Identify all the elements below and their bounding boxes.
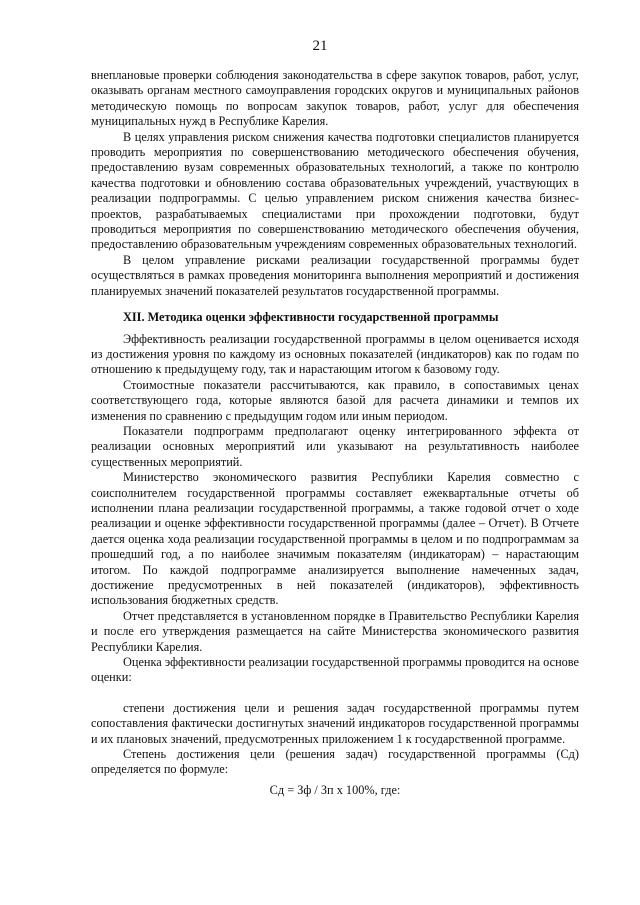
blank-gap — [91, 686, 579, 701]
section-heading: XII. Методика оценки эффективности государственной программы — [123, 310, 499, 325]
paragraph: Степень достижения цели (решения задач) государственной программы (Сд) определяется по формуле: — [91, 747, 579, 777]
page-number: 21 — [312, 38, 328, 54]
paragraph: В целях управления риском снижения качества подготовки специалистов планируется проводить мероприятия по совершенствованию методического обеспечения обучения, предоставлению вузам современных образовательных технологий, а также по контролю качества подготовки и обновлению состава образовательных учреждений, участвующих в реализации подпрограммы. С целью управлением риском снижения качества бизнес-проектов, разрабатываемых специалистами при прохождении подготовки, будут проводиться мероприятия по совершенствованию методического обеспечения обучения, предоставлению образовательным учреждениям современных образовательных технологий. — [91, 129, 579, 252]
paragraph: внеплановые проверки соблюдения законодательства в сфере закупок товаров, работ, услуг, оказывать органам местного самоуправления городских округов и муниципальных районов методическую помощь по вопросам закупок товаров, работ, услуг для обеспечения муниципальных нужд в Республике Карелия. — [91, 68, 579, 129]
paragraph: Эффективность реализации государственной программы в целом оценивается исходя из достижения уровня по каждому из основных показателей (индикаторов) как по годам по отношению к предыдущему году, так и нарастающим итогом к базовому году. — [91, 331, 579, 377]
paragraph: Отчет представляется в установленном порядке в Правительство Республики Карелия и после его утверждения размещается на сайте Министерства экономического развития Республики Карелия. — [91, 608, 579, 654]
paragraph: Министерство экономического развития Республики Карелия совместно с соисполнителем государственной программы составляет ежеквартальные отчеты об исполнении плана реализации государственной программы, а также годовой отчет о ходе реализации и оценке эффективности государственной программы (далее – Отчет). В Отчете дается оценка хода реализации государственной программы в целом и по подпрограммам за прошедший год, а по наиболее значимым показателям (индикаторам) – нарастающим итогом. По каждой подпрограмме анализируется выполнение намеченных задач, достижение предусмотренных в ней показателей (индикаторов), эффективность использования бюджетных средств. — [91, 470, 579, 608]
paragraph: Стоимостные показатели рассчитываются, как правило, в сопоставимых ценах соответствующего года, которые являются базой для расчета динамики и темпов их изменения по сравнению с предыдущим годом или иным периодом. — [91, 377, 579, 423]
formula: Сд = Зф / Зп х 100%, где: — [269, 782, 401, 797]
paragraph: Показатели подпрограмм предполагают оценку интегрированного эффекта от реализации основных мероприятий или указывают на результативность наиболее существенных мероприятий. — [91, 423, 579, 469]
paragraph: степени достижения цели и решения задач государственной программы путем сопоставления фактически достигнутых значений индикаторов государственной программы и их плановых значений, предусмотренных приложением 1 к государственной программе. — [91, 700, 579, 746]
paragraph: В целом управление рисками реализации государственной программы будет осуществляться в рамках проведения мониторинга выполнения мероприятий и достижения планируемых значений показателей результатов государственной программы. — [91, 252, 579, 298]
page-content — [91, 68, 579, 798]
paragraph: Оценка эффективности реализации государственной программы проводится на основе оценки: — [91, 655, 579, 685]
